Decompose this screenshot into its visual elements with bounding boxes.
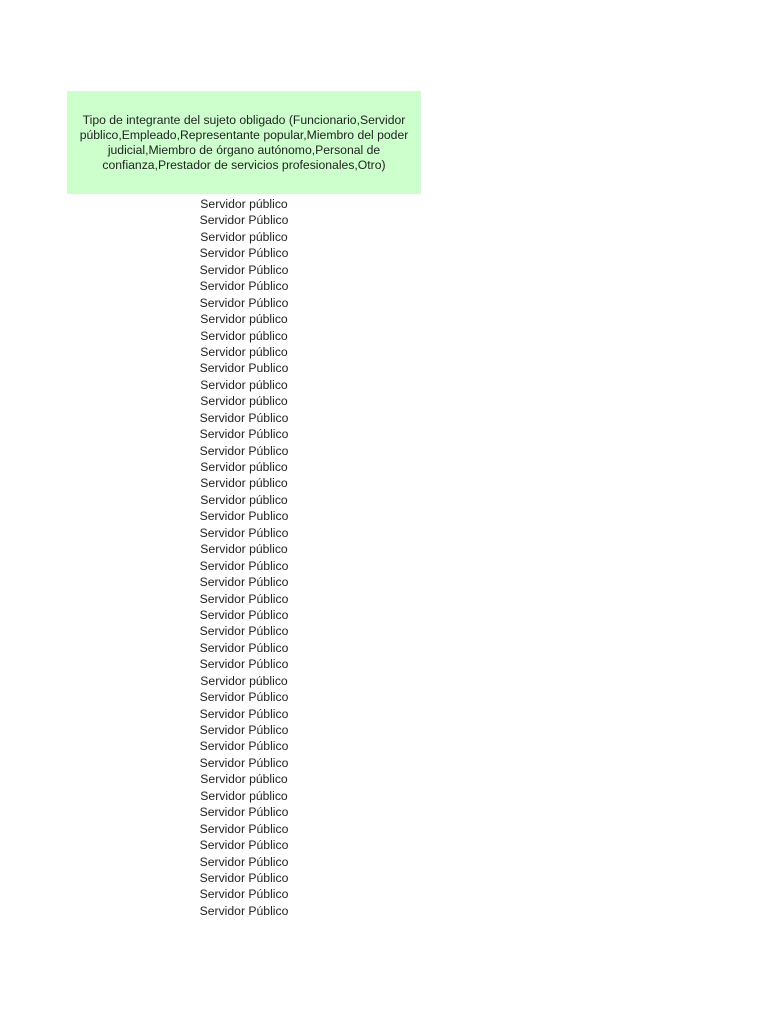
- column-values-list: [67, 194, 421, 919]
- table-cell: Servidor Público: [199, 525, 289, 540]
- column-header-cell: Tipo de integrante del sujeto obligado (Funcionario,Servidor público,Empleado,Representante popular,Miembro del poder judicial,Miembro de órgano autónomo,Personal de confianza,Prestador de servicios profesionales,Otro): [67, 91, 421, 194]
- table-cell: Servidor Público: [199, 870, 289, 885]
- table-cell: Servidor Público: [199, 213, 289, 228]
- table-cell: Servidor público: [200, 344, 288, 359]
- table-cell: Servidor público: [200, 542, 288, 557]
- table-cell: Servidor Público: [199, 903, 289, 918]
- table-cell: Servidor Público: [199, 295, 289, 310]
- table-cell: Servidor público: [200, 772, 288, 787]
- table-cell: Servidor público: [200, 328, 288, 343]
- table-cell: Servidor Público: [199, 591, 289, 606]
- table-cell: Servidor Público: [199, 739, 289, 754]
- table-cell: Servidor Público: [199, 443, 289, 458]
- table-cell: Servidor público: [200, 673, 288, 688]
- table-cell: Servidor público: [200, 377, 288, 392]
- table-cell: Servidor público: [200, 312, 288, 327]
- table-cell: Servidor Publico: [199, 361, 289, 376]
- table-cell: Servidor Público: [199, 887, 289, 902]
- table-cell: Servidor Público: [199, 246, 289, 261]
- table-cell: Servidor Público: [199, 821, 289, 836]
- table-cell: Servidor Público: [199, 838, 289, 853]
- table-cell: Servidor Público: [199, 690, 289, 705]
- table-cell: Servidor público: [200, 394, 288, 409]
- table-cell: Servidor público: [200, 460, 288, 474]
- table-cell: Servidor Público: [199, 279, 289, 294]
- table-cell: Servidor Público: [199, 607, 289, 622]
- table-cell: Servidor Público: [199, 706, 289, 721]
- table-cell: Servidor Público: [199, 427, 289, 442]
- table-cell: Servidor Publico: [199, 509, 289, 524]
- table-cell: Servidor público: [200, 197, 288, 211]
- table-cell: Servidor público: [200, 788, 288, 803]
- table-cell: Servidor público: [200, 492, 288, 507]
- table-cell: Servidor Público: [199, 262, 289, 277]
- table-cell: Servidor Público: [199, 755, 289, 770]
- table-cell: Servidor Público: [199, 640, 289, 655]
- table-cell: Servidor Público: [199, 805, 289, 820]
- table-cell: Servidor Público: [199, 410, 289, 425]
- table-cell: Servidor público: [200, 476, 288, 491]
- table-cell: Servidor Público: [199, 575, 289, 590]
- table-cell: Servidor Público: [199, 558, 289, 573]
- table-cell: Servidor Público: [199, 723, 289, 737]
- table-cell: Servidor Público: [199, 657, 289, 672]
- spreadsheet-column: [67, 91, 421, 919]
- table-cell: Servidor Público: [199, 854, 289, 869]
- table-cell: Servidor Público: [199, 624, 289, 639]
- table-cell: Servidor público: [200, 229, 288, 244]
